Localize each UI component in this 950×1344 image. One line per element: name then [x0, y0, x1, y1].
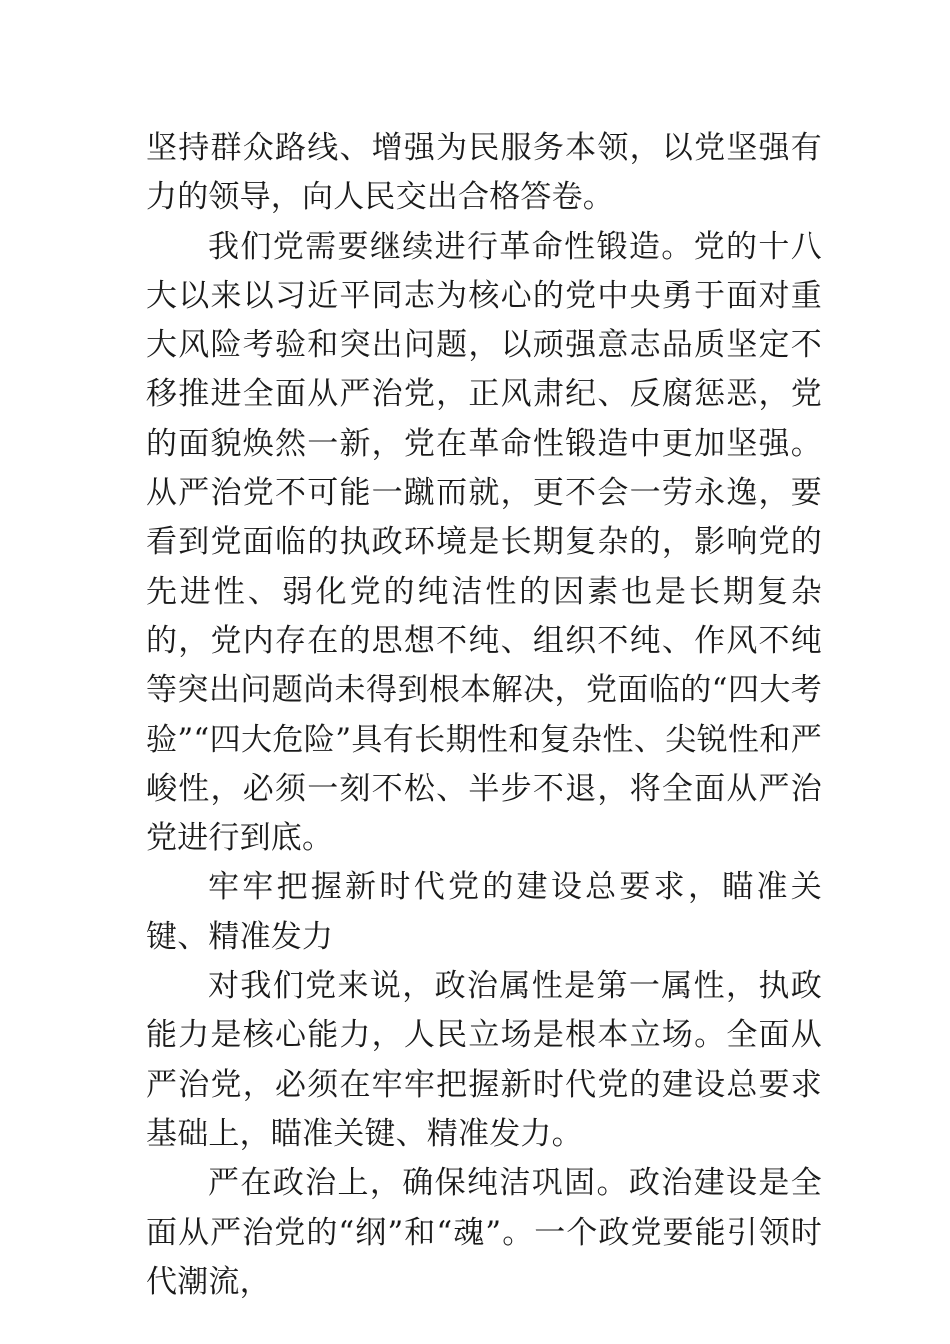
- paragraph-2: 我们党需要继续进行革命性锻造。党的十八大以来以习近平同志为核心的党中央勇于面对重大风险考验和突出问题，以顽强意志品质坚定不移推进全面从严治党，正风肃纪、反腐惩恶，党的面貌焕然一新，党在革命性锻造中更加坚强。从严治党不可能一蹴而就，更不会一劳永逸，要看到党面临的执政环境是长期复杂的，影响党的先进性、弱化党的纯洁性的因素也是长期复杂的，党内存在的思想不纯、组织不纯、作风不纯等突出问题尚未得到根本解决，党面临的“四大考验”“四大危险”具有长期性和复杂性、尖锐性和严峻性，必须一刻不松、半步不退，将全面从严治党进行到底。: [146, 228, 822, 857]
- document-body: [146, 124, 822, 1307]
- paragraph-5: 严在政治上，确保纯洁巩固。政治建设是全面从严治党的“纲”和“魂”。一个政党要能引领时代潮流，: [146, 1165, 822, 1300]
- paragraph-1: 坚持群众路线、增强为民服务本领，以党坚强有力的领导，向人民交出合格答卷。: [146, 130, 822, 216]
- paragraph-4: 对我们党来说，政治属性是第一属性，执政能力是核心能力，人民立场是根本立场。全面从严治党，必须在牢牢把握新时代党的建设总要求基础上，瞄准关键、精准发力。: [146, 968, 822, 1152]
- section-heading: 牢牢把握新时代党的建设总要求，瞄准关键、精准发力: [146, 869, 822, 955]
